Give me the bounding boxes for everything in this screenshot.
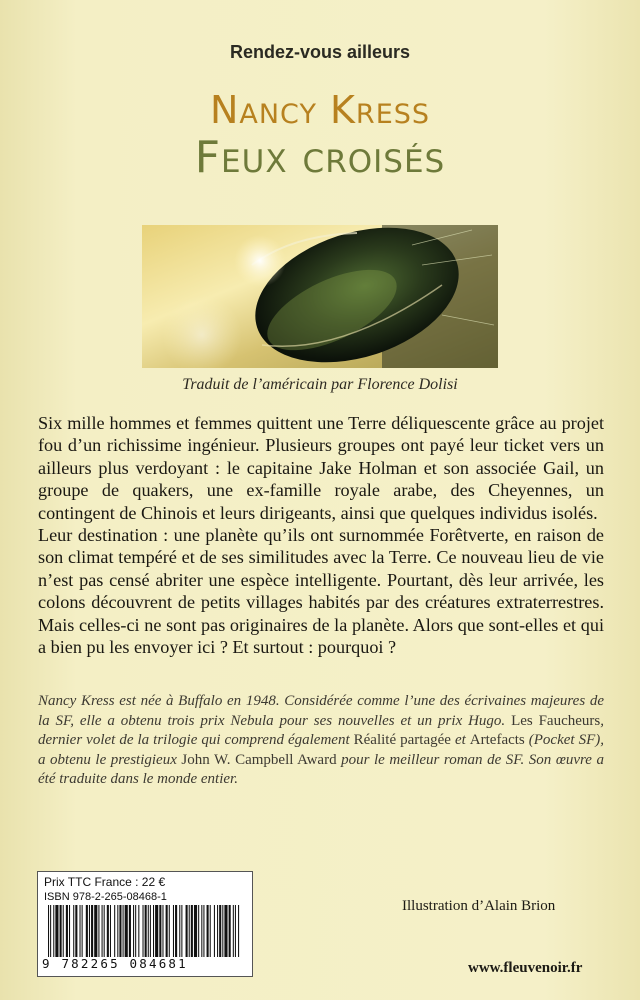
bio-book-les-faucheurs: Les Faucheurs bbox=[511, 712, 601, 729]
bio-text-1: Nancy Kress est née à Buffalo en 1948. Considérée comme l’une des écrivaines majeures de la SF, elle a obtenu trois prix Nebula pour ses nouvelles et un prix Hugo. bbox=[38, 693, 604, 729]
translator-credit: Traduit de l’américain par Florence Dolisi bbox=[182, 376, 458, 393]
summary-paragraph-2: Leur destination : une planète qu’ils ont surnommée Forêtverte, en raison de son climat tempéré et de ses similitudes avec la Terre. Ce nouveau lieu de vie n’est pas censé abriter une espèce intelligente. Pourtant, dès leur arrivée, les colons découvrent de petits villages habités par des créatures extraterrestres. Mais celles-ci ne sont pas originaires de la planète. Alors que sont-elles et qui a bien pu les envoyer ici ? Et surtout : pourquoi ? bbox=[38, 525, 604, 658]
price-label: Prix TTC France : 22 € bbox=[44, 875, 166, 889]
author-bio bbox=[38, 692, 604, 790]
cover-illustration bbox=[142, 225, 498, 368]
isbn-label: ISBN 978-2-265-08468-1 bbox=[44, 891, 167, 903]
book-summary bbox=[38, 412, 604, 658]
barcode bbox=[46, 905, 242, 957]
price-isbn-box bbox=[37, 871, 253, 977]
ean-number: 9 782265 084681 bbox=[42, 956, 188, 971]
publisher-website: www.fleuvenoir.fr bbox=[468, 960, 583, 976]
summary-paragraph-1: Six mille hommes et femmes quittent une Terre déliquescente grâce au projet fou d’un richissime ingénieur. Plusieurs groupes ont payé leur ticket vers un ailleurs plus verdoyant : le capitaine Jake Holman et son associée Gail, un groupe de quakers, une ex-famille royale arabe, des Cheyennes, un contingent de Chinois et leurs dirigeants, ainsi que quelques individus isolés. bbox=[38, 413, 604, 523]
bio-award: John W. Campbell Award bbox=[181, 751, 337, 768]
bio-text-2: , dernier volet de la trilogie qui comprend également bbox=[38, 712, 604, 748]
bio-text-5: pour le meilleur roman de SF. Son œuvre a été traduite dans le monde entier. bbox=[38, 751, 604, 787]
book-title: Feux croisés bbox=[194, 132, 446, 183]
series-tagline: Rendez-vous ailleurs bbox=[229, 42, 411, 62]
bio-text-3: et bbox=[450, 732, 470, 748]
bio-book-artefacts: Artefacts bbox=[469, 732, 525, 748]
author-name: Nancy Kress bbox=[209, 88, 431, 132]
illustration-credit: Illustration d’Alain Brion bbox=[402, 898, 556, 914]
bio-book-realite-partagee: Réalité partagée bbox=[353, 732, 451, 748]
spaceship-illustration bbox=[142, 225, 498, 368]
bio-text-4: (Pocket SF), a obtenu le prestigieux bbox=[38, 732, 604, 768]
